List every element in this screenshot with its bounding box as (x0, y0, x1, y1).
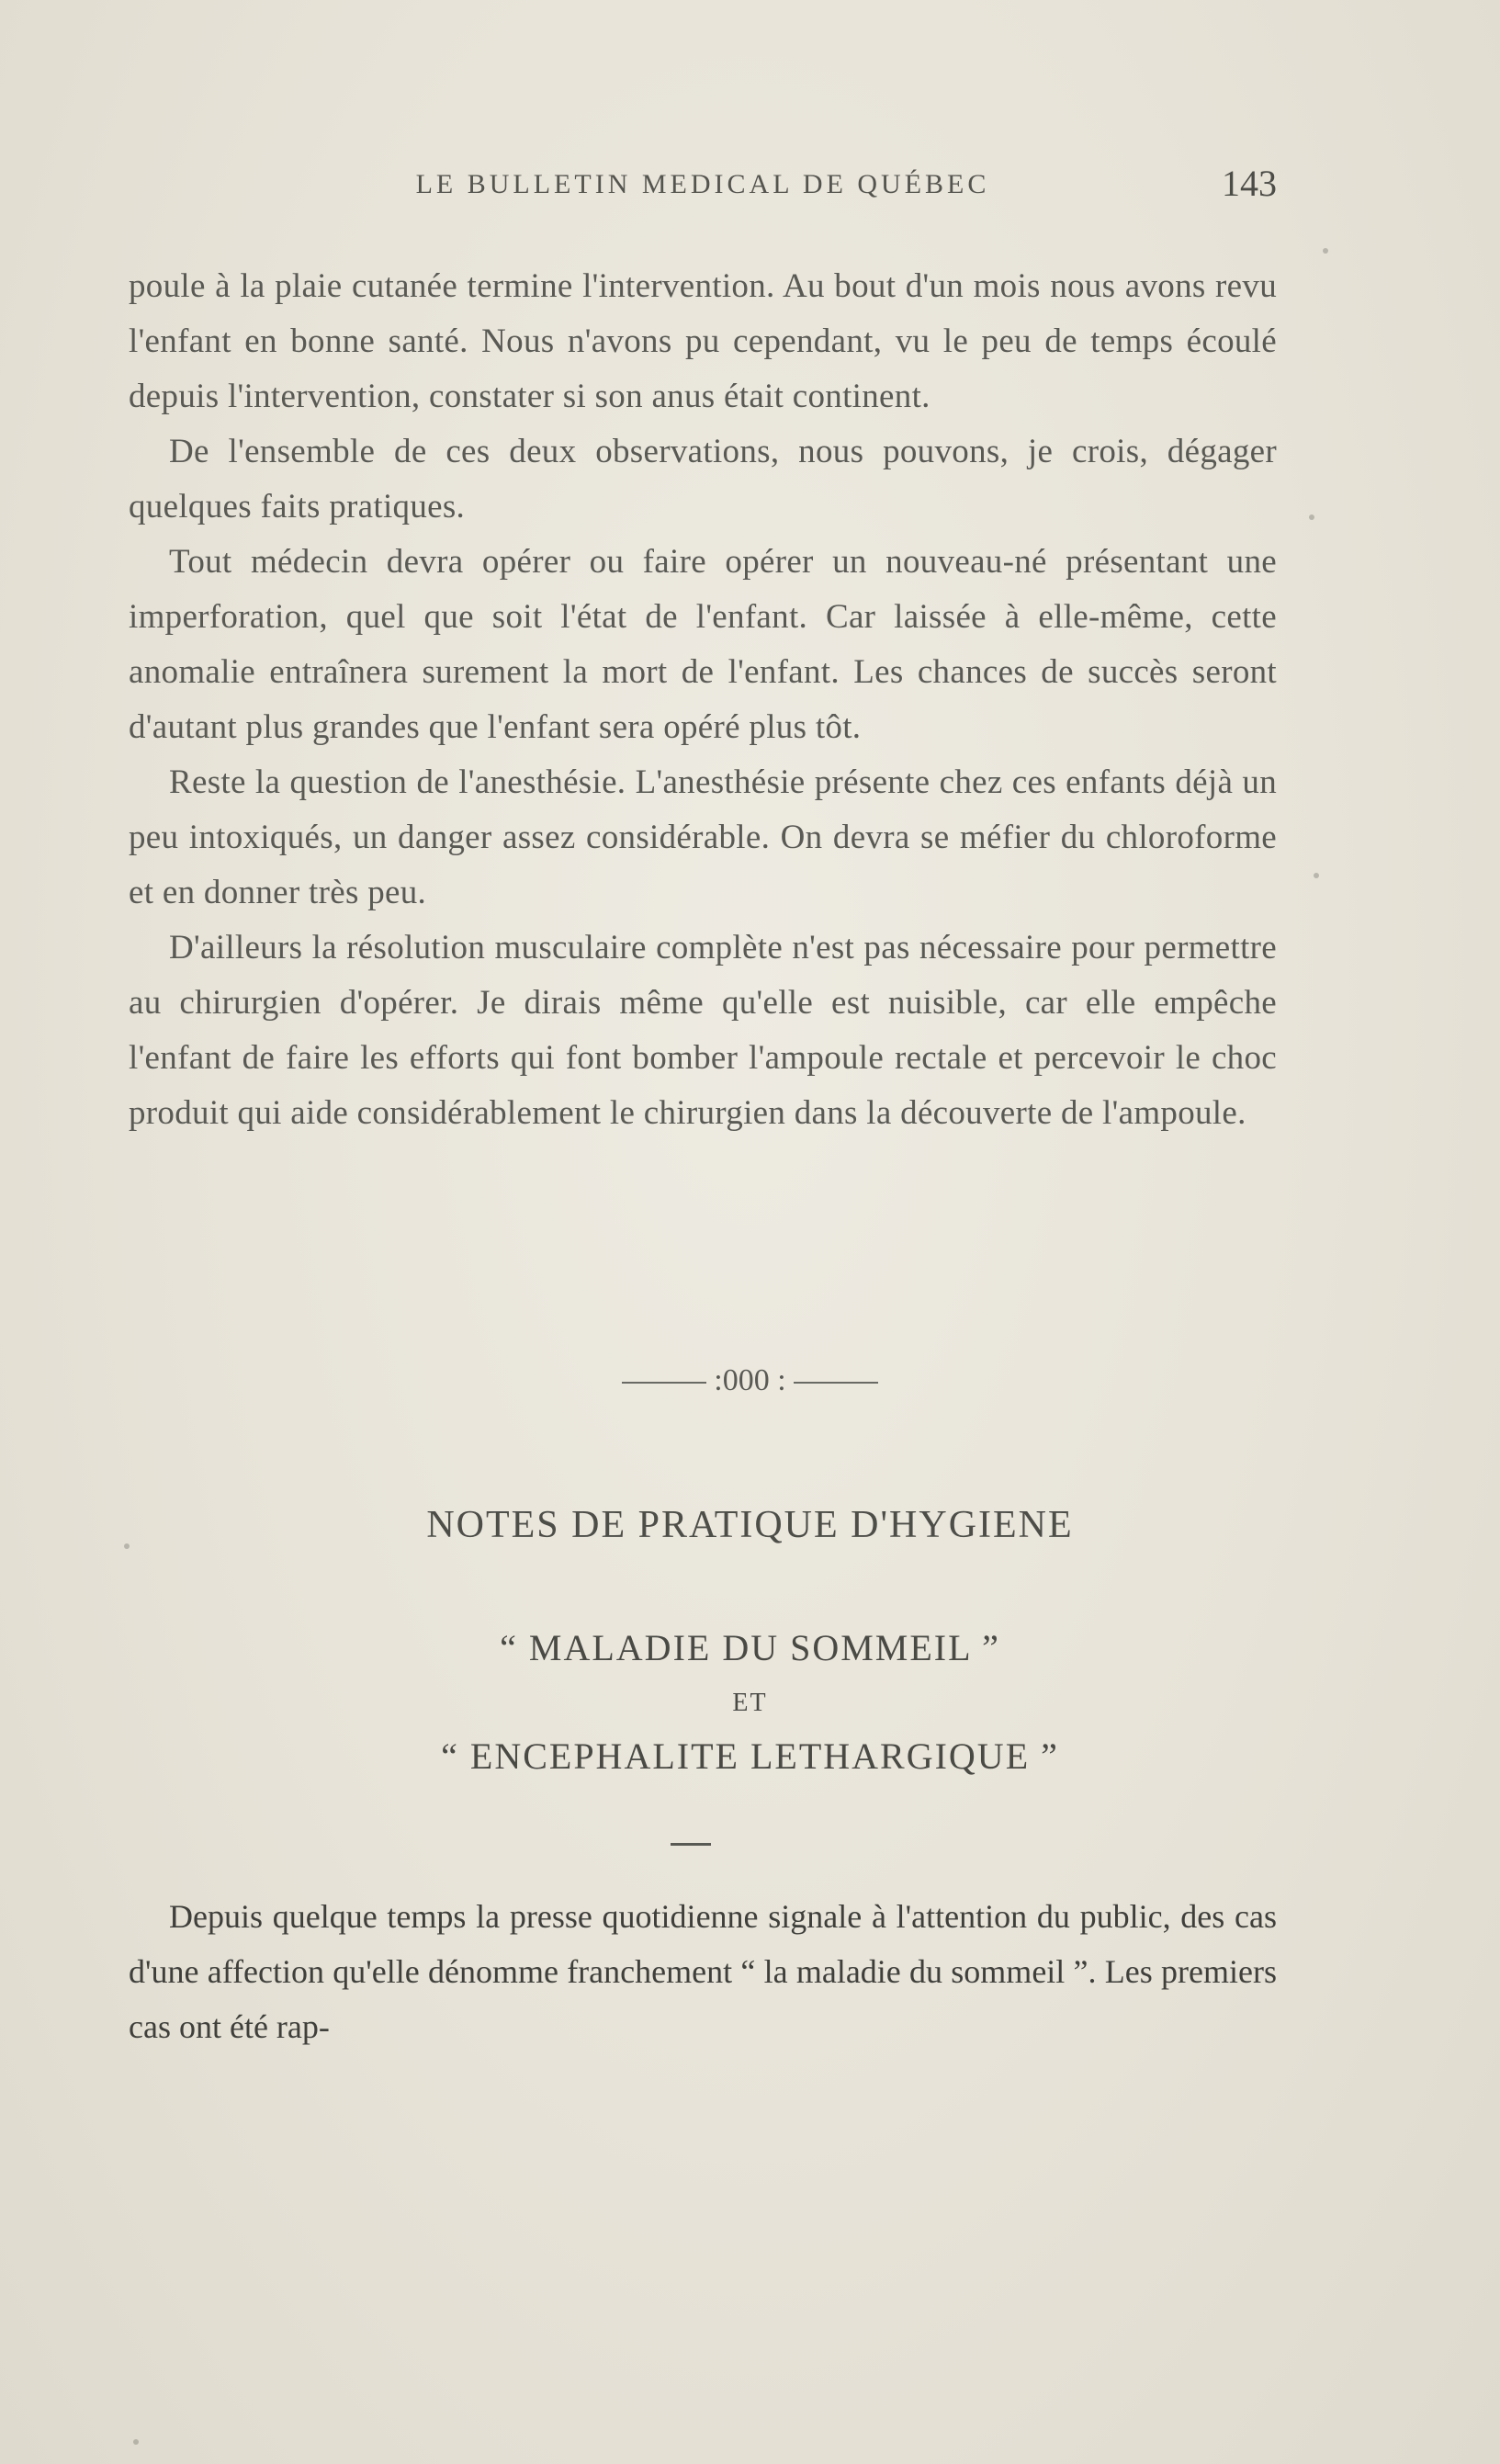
paper-speck (124, 1543, 130, 1549)
divider-rule-right (794, 1382, 878, 1384)
paper-speck (1323, 248, 1328, 254)
section-title: NOTES DE PRATIQUE D'HYGIENE (426, 1504, 1074, 1546)
section-divider (0, 1363, 1500, 1398)
paragraph-1: poule à la plaie cutanée termine l'intervention. Au bout d'un mois nous avons revu l'enfant en bonne santé. Nous n'avons pu cependant, vu le peu de temps écoulé depuis l'intervention, constater si son anus était continent. (129, 267, 1277, 415)
paper-speck (1314, 873, 1319, 878)
running-title: LE BULLETIN MEDICAL DE QUÉBEC (415, 169, 990, 199)
subtitle-line-1: “ MALADIE DU SOMMEIL ” (500, 1627, 1000, 1668)
paragraph-4: Reste la question de l'anesthésie. L'anesthésie présente chez ces enfants déjà un peu intoxiqués, un danger assez considérable. On devra se méfier du chloroforme et en donner très peu. (129, 763, 1277, 911)
divider-rule-left (622, 1382, 706, 1384)
paragraph-2: De l'ensemble de ces deux observations, nous pouvons, je crois, dégager quelques faits pratiques. (129, 433, 1277, 526)
paragraph-3: Tout médecin devra opérer ou faire opérer un nouveau-né présentant une imperforation, quel que soit l'état de l'enfant. Car laissée à elle-même, cette anomalie entraînera surement la mort de l'enfant. Les chances de succès seront d'autant plus grandes que l'enfant sera opéré plus tôt. (129, 543, 1277, 746)
paragraph-5: D'ailleurs la résolution musculaire complète n'est pas nécessaire pour permettre au chirurgien d'opérer. Je dirais même qu'elle est nuisible, car elle empêche l'enfant de faire les efforts qui font bomber l'ampoule rectale et percevoir le choc produit qui aide considérablement le chirurgien dans la découverte de l'ampoule. (129, 929, 1277, 1132)
short-rule (671, 1843, 711, 1846)
running-head (129, 162, 1277, 208)
section-body (129, 1889, 1277, 2054)
paper-speck (133, 2439, 139, 2445)
subtitle-line-2: ET (732, 1689, 768, 1717)
article-body (129, 259, 1277, 1141)
paper-speck (1309, 514, 1314, 520)
section-paragraph: Depuis quelque temps la presse quotidienne signale à l'attention du public, des cas d'une affection qu'elle dénomme franchement “ la maladie du sommeil ”. Les premiers cas ont été rap- (129, 1898, 1277, 2045)
divider-text: :000 : (714, 1363, 786, 1397)
subtitle-line-3: “ ENCEPHALITE LETHARGIQUE ” (441, 1735, 1059, 1777)
page-number: 143 (1222, 163, 1277, 204)
